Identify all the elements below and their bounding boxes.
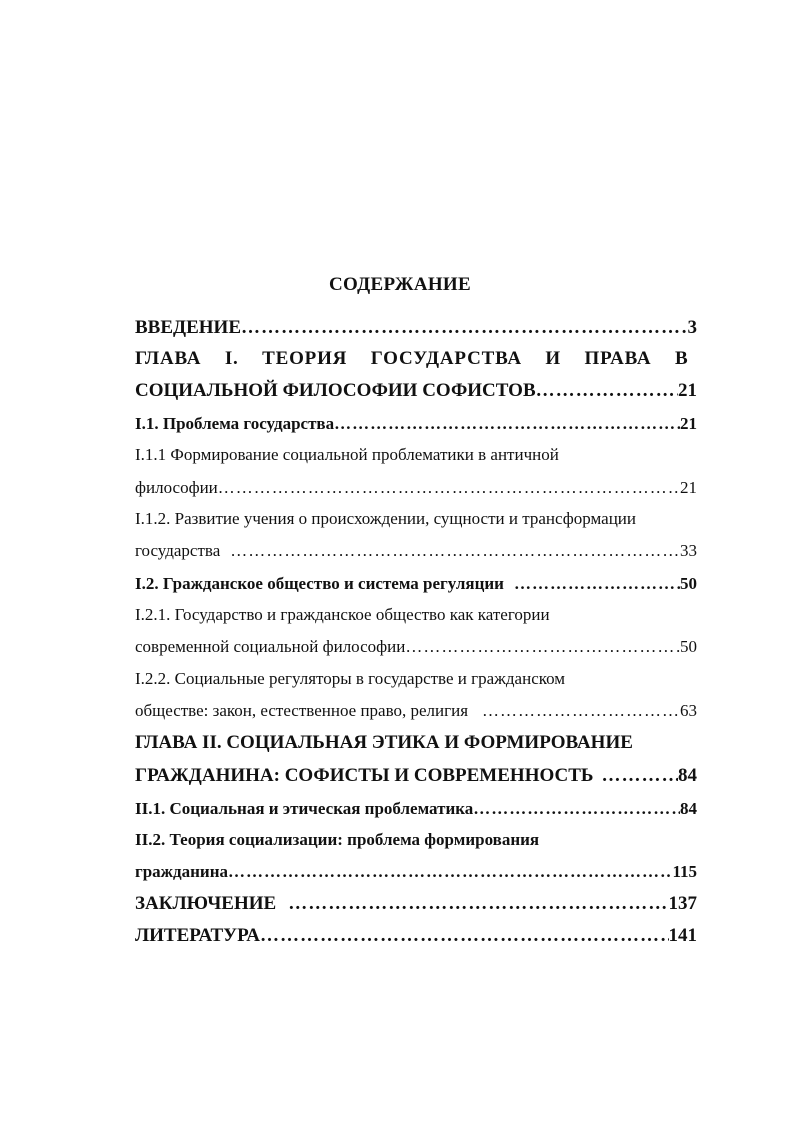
toc-entry-page: 50 (680, 637, 697, 656)
toc-entry-page: 137 (668, 893, 697, 914)
dot-leader (228, 863, 672, 880)
toc-entry-page: 84 (678, 765, 697, 786)
toc-entry-title: II.1. Социальная и этическая проблематика (135, 799, 474, 818)
toc-entry-literature (135, 926, 697, 945)
dot-leader (473, 800, 680, 817)
toc-entry-chapter-2-line-1: ГЛАВА II. СОЦИАЛЬНАЯ ЭТИКА И ФОРМИРОВАНИЕ (135, 732, 633, 753)
dot-leader (241, 318, 688, 337)
toc-entry-page: 84 (680, 799, 697, 818)
toc-entry-title: ЗАКЛЮЧЕНИЕ (135, 893, 277, 914)
toc-entry-page: 21 (680, 414, 697, 433)
toc-entry-page: 63 (680, 701, 697, 720)
toc-entry-chapter-2 (135, 766, 697, 785)
toc-entry-subsection-1-2-1 (135, 638, 697, 655)
toc-entry-page: 33 (680, 541, 697, 560)
toc-entry-conclusion (135, 894, 697, 913)
toc-entry-page: 50 (680, 574, 697, 593)
toc-entry-title: гражданина (135, 862, 228, 881)
toc-entry-title: I.2. Гражданское общество и система регуляции (135, 574, 504, 593)
toc-entry-subsection-1-1-2-line-1: I.1.2. Развитие учения о происхождении, сущности и трансформации (135, 509, 636, 528)
toc-entry-title: ГРАЖДАНИНА: СОФИСТЫ И СОВРЕМЕННОСТЬ (135, 765, 594, 786)
toc-entry-title: современной социальной философии (135, 637, 406, 656)
dot-leader (230, 542, 680, 559)
toc-entry-page: 21 (678, 380, 697, 401)
dot-leader (482, 702, 680, 719)
toc-entry-chapter-1-line-1: ГЛАВА I. ТЕОРИЯ ГОСУДАРСТВА И ПРАВА В (135, 348, 689, 369)
page-title: СОДЕРЖАНИЕ (329, 274, 471, 295)
toc-entry-title: обществе: закон, естественное право, религия (135, 701, 469, 720)
toc-entry-subsection-1-2-2 (135, 702, 697, 719)
toc-entry-section-2-2 (135, 863, 697, 880)
dot-leader (601, 766, 678, 785)
toc-entry-introduction (135, 318, 697, 337)
toc-entry-subsection-1-1-1 (135, 479, 697, 496)
toc-entry-page: 141 (668, 925, 697, 946)
toc-entry-title: философии (135, 478, 218, 497)
toc-entry-title: I.1. Проблема государства (135, 414, 335, 433)
toc-entry-subsection-1-1-2 (135, 542, 697, 559)
dot-leader (334, 415, 680, 432)
toc-entry-page: 115 (672, 862, 697, 881)
toc-entry-title: государства (135, 541, 221, 560)
toc-entry-section-2-1 (135, 800, 697, 817)
toc-entry-section-1-1 (135, 415, 697, 432)
dot-leader (514, 575, 680, 592)
toc-entry-title: СОЦИАЛЬНОЙ ФИЛОСОФИИ СОФИСТОВ (135, 380, 536, 401)
toc-entry-section-2-2-line-1: II.2. Теория социализации: проблема формирования (135, 830, 540, 849)
dot-leader (536, 381, 678, 400)
dot-leader (218, 479, 680, 496)
toc-entry-subsection-1-1-1-line-1: I.1.1 Формирование социальной проблематики в античной (135, 445, 559, 464)
toc-entry-section-1-2 (135, 575, 697, 592)
toc-entry-page: 3 (687, 317, 697, 338)
toc-entry-subsection-1-2-1-line-1: I.2.1. Государство и гражданское общество как категории (135, 605, 550, 624)
toc-entry-page: 21 (680, 478, 697, 497)
dot-leader (288, 894, 668, 913)
toc-entry-title: ЛИТЕРАТУРА (135, 925, 261, 946)
toc-entry-chapter-1 (135, 381, 697, 400)
dot-leader (405, 638, 680, 655)
toc-entry-subsection-1-2-2-line-1: I.2.2. Социальные регуляторы в государстве и гражданском (135, 669, 566, 688)
toc-entry-title: ВВЕДЕНИЕ (135, 317, 241, 338)
dot-leader (260, 926, 668, 945)
